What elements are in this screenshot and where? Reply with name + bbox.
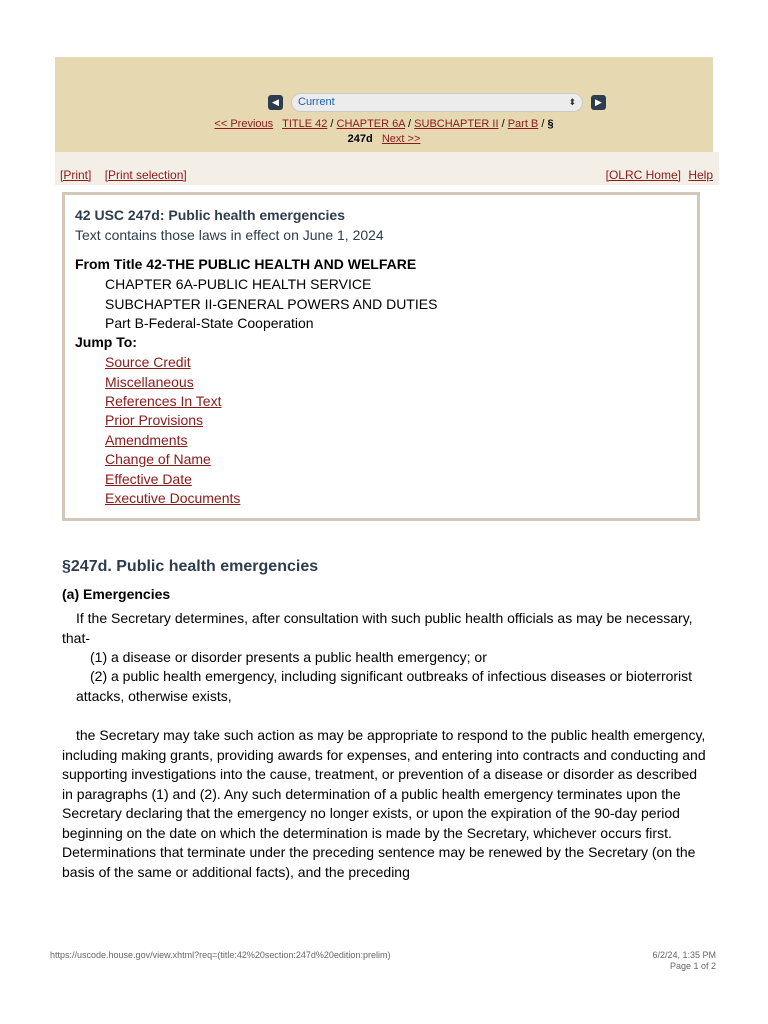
section-info-box bbox=[62, 192, 700, 521]
chevron-updown-icon: ⬍ bbox=[568, 96, 576, 107]
breadcrumb-current-section: § 247d bbox=[347, 118, 554, 145]
subchapter-label: SUBCHAPTER II-GENERAL POWERS AND DUTIES bbox=[105, 296, 438, 312]
print-selection-link[interactable]: [Print selection] bbox=[104, 168, 187, 182]
footer-meta bbox=[652, 950, 716, 972]
jump-link-prior-provisions[interactable]: Prior Provisions bbox=[105, 412, 204, 428]
paragraph-item-1: (1) a disease or disorder presents a public health emergency; or bbox=[90, 649, 487, 665]
previous-section-link[interactable]: << Previous bbox=[214, 118, 274, 130]
breadcrumb: << Previous TITLE 42 / CHAPTER 6A / SUBCHAPTER II / Part B / § 247d Next >> bbox=[214, 118, 554, 145]
from-title: From Title 42-THE PUBLIC HEALTH AND WELFARE bbox=[75, 256, 417, 272]
section-title: §247d. Public health emergencies bbox=[62, 558, 319, 575]
breadcrumb-chapter-link[interactable]: CHAPTER 6A bbox=[336, 118, 405, 130]
breadcrumb-part-link[interactable]: Part B bbox=[507, 118, 539, 130]
paragraph-body: the Secretary may take such action as may be appropriate to respond to the public health emergency, including making grants, providing awards for expenses, and entering into contracts and conducting and supporting investigations into the cause, treatment, or prevention of a disease or disorder as described in paragraphs (1) and (2). Any such determination of a public health emergency terminates upon the Secretary declaring that the emergency no longer exists, or upon the expiration of the 90-day period beginning on the date on which the determination is made by the Secretary, whichever occurs first. Determinations that terminate under the preceding sentence may be renewed by the Secretary (on the basis of the same or additional facts), and the preceding bbox=[62, 727, 706, 880]
jump-link-miscellaneous[interactable]: Miscellaneous bbox=[105, 374, 194, 390]
triangle-right-icon: ▶ bbox=[595, 96, 602, 107]
footer-datetime: 6/2/24, 1:35 PM bbox=[652, 950, 716, 960]
part-label: Part B-Federal-State Cooperation bbox=[105, 315, 314, 331]
jump-link-references-in-text[interactable]: References In Text bbox=[105, 393, 222, 409]
toolbar bbox=[55, 152, 719, 185]
edition-select[interactable] bbox=[291, 93, 583, 112]
jump-link-source-credit[interactable]: Source Credit bbox=[105, 354, 191, 370]
next-section-link[interactable]: Next >> bbox=[381, 133, 421, 145]
footer-page-number: Page 1 of 2 bbox=[669, 961, 716, 971]
print-link[interactable]: [Print] bbox=[60, 168, 92, 182]
jump-link-effective-date[interactable]: Effective Date bbox=[105, 471, 192, 487]
edition-select-value: Current bbox=[298, 96, 335, 108]
help-link[interactable]: Help bbox=[688, 168, 713, 182]
previous-edition-button[interactable] bbox=[268, 95, 283, 110]
subsection-heading: (a) Emergencies bbox=[62, 586, 171, 602]
paragraph-intro: If the Secretary determines, after consultation with such public health officials as may be necessary, that- bbox=[62, 610, 693, 646]
jump-to-label: Jump To: bbox=[75, 334, 137, 350]
jump-link-executive-documents[interactable]: Executive Documents bbox=[105, 490, 241, 506]
effective-date-note: Text contains those laws in effect on June 1, 2024 bbox=[75, 227, 384, 243]
info-heading: 42 USC 247d: Public health emergencies bbox=[75, 207, 345, 223]
breadcrumb-subchapter-link[interactable]: SUBCHAPTER II bbox=[414, 118, 499, 130]
paragraph-item-2: (2) a public health emergency, including significant outbreaks of infectious diseases or bioterrorist attacks, otherwise exists, bbox=[76, 668, 693, 704]
breadcrumb-title-link[interactable]: TITLE 42 bbox=[282, 118, 328, 130]
jump-link-amendments[interactable]: Amendments bbox=[105, 432, 188, 448]
navigation-bar bbox=[55, 57, 713, 152]
chapter-label: CHAPTER 6A-PUBLIC HEALTH SERVICE bbox=[105, 276, 372, 292]
olrc-home-link[interactable]: [OLRC Home] bbox=[605, 168, 681, 182]
next-edition-button[interactable] bbox=[591, 95, 606, 110]
triangle-left-icon: ◀ bbox=[272, 96, 279, 107]
jump-link-change-of-name[interactable]: Change of Name bbox=[105, 451, 211, 467]
footer-url: https://uscode.house.gov/view.xhtml?req=(title:42%20section:247d%20edition:prelim) bbox=[50, 950, 391, 960]
edition-nav-row bbox=[268, 92, 606, 112]
